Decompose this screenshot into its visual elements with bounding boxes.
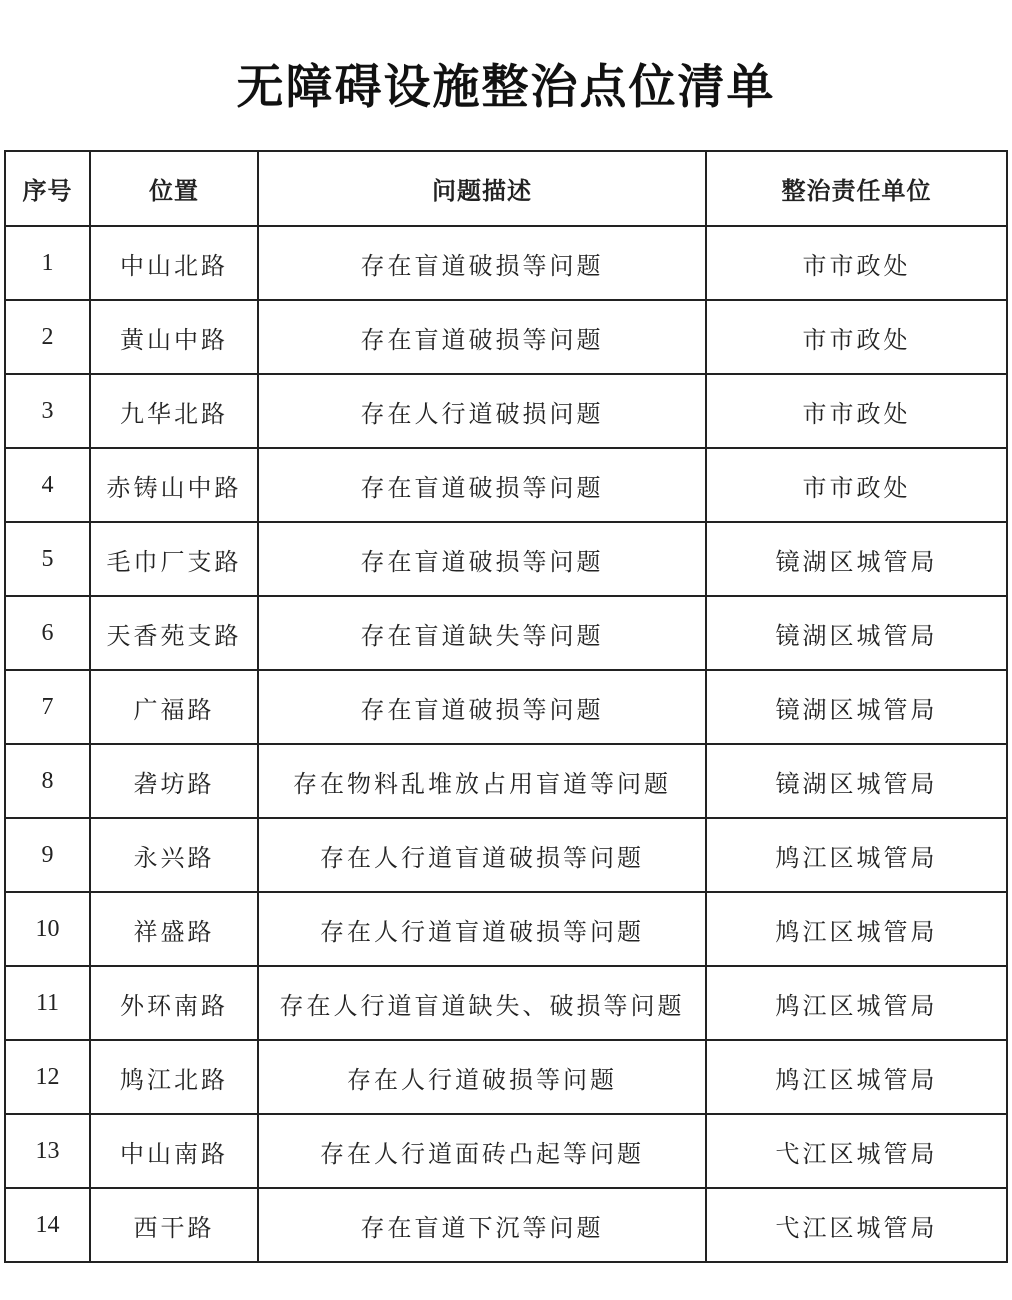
cell-index: 1 [5, 226, 90, 300]
cell-issue: 存在人行道盲道破损等问题 [258, 892, 706, 966]
cell-responsible-unit: 市市政处 [706, 448, 1007, 522]
table-row [5, 892, 1007, 966]
header-responsible-unit: 整治责任单位 [706, 151, 1007, 226]
cell-issue: 存在人行道盲道破损等问题 [258, 818, 706, 892]
cell-issue: 存在人行道破损问题 [258, 374, 706, 448]
cell-issue: 存在盲道下沉等问题 [258, 1188, 706, 1262]
table-row [5, 1114, 1007, 1188]
cell-responsible-unit: 弋江区城管局 [706, 1114, 1007, 1188]
table-row [5, 1040, 1007, 1114]
cell-index: 10 [5, 892, 90, 966]
cell-index: 12 [5, 1040, 90, 1114]
cell-responsible-unit: 市市政处 [706, 374, 1007, 448]
table-row [5, 744, 1007, 818]
cell-location: 赤铸山中路 [90, 448, 258, 522]
cell-index: 4 [5, 448, 90, 522]
cell-location: 黄山中路 [90, 300, 258, 374]
table-row [5, 226, 1007, 300]
cell-index: 3 [5, 374, 90, 448]
cell-index: 11 [5, 966, 90, 1040]
cell-location: 中山北路 [90, 226, 258, 300]
cell-responsible-unit: 市市政处 [706, 226, 1007, 300]
cell-issue: 存在盲道破损等问题 [258, 670, 706, 744]
table-row [5, 448, 1007, 522]
table-row [5, 374, 1007, 448]
cell-responsible-unit: 鸠江区城管局 [706, 818, 1007, 892]
cell-index: 7 [5, 670, 90, 744]
table-row [5, 522, 1007, 596]
cell-index: 8 [5, 744, 90, 818]
cell-location: 砻坊路 [90, 744, 258, 818]
cell-location: 九华北路 [90, 374, 258, 448]
table-row [5, 818, 1007, 892]
cell-issue: 存在盲道破损等问题 [258, 448, 706, 522]
cell-index: 5 [5, 522, 90, 596]
cell-location: 中山南路 [90, 1114, 258, 1188]
cell-location: 鸠江北路 [90, 1040, 258, 1114]
cell-index: 6 [5, 596, 90, 670]
cell-location: 永兴路 [90, 818, 258, 892]
table-row [5, 670, 1007, 744]
cell-responsible-unit: 鸠江区城管局 [706, 1040, 1007, 1114]
table-row [5, 966, 1007, 1040]
cell-responsible-unit: 镜湖区城管局 [706, 670, 1007, 744]
cell-location: 广福路 [90, 670, 258, 744]
cell-issue: 存在物料乱堆放占用盲道等问题 [258, 744, 706, 818]
cell-issue: 存在人行道破损等问题 [258, 1040, 706, 1114]
cell-issue: 存在盲道破损等问题 [258, 226, 706, 300]
cell-location: 外环南路 [90, 966, 258, 1040]
cell-issue: 存在盲道破损等问题 [258, 300, 706, 374]
header-location: 位置 [90, 151, 258, 226]
cell-responsible-unit: 镜湖区城管局 [706, 522, 1007, 596]
table-header-row [5, 151, 1007, 226]
cell-issue: 存在盲道破损等问题 [258, 522, 706, 596]
cell-responsible-unit: 市市政处 [706, 300, 1007, 374]
cell-issue: 存在盲道缺失等问题 [258, 596, 706, 670]
table-row [5, 596, 1007, 670]
cell-location: 毛巾厂支路 [90, 522, 258, 596]
header-issue: 问题描述 [258, 151, 706, 226]
table-row [5, 300, 1007, 374]
page-title: 无障碍设施整治点位清单 [236, 60, 776, 116]
cell-index: 14 [5, 1188, 90, 1262]
cell-location: 天香苑支路 [90, 596, 258, 670]
cell-index: 13 [5, 1114, 90, 1188]
cell-responsible-unit: 镜湖区城管局 [706, 744, 1007, 818]
cell-responsible-unit: 弋江区城管局 [706, 1188, 1007, 1262]
rectification-list-table [4, 150, 1008, 1263]
cell-responsible-unit: 镜湖区城管局 [706, 596, 1007, 670]
cell-location: 祥盛路 [90, 892, 258, 966]
cell-index: 2 [5, 300, 90, 374]
header-index: 序号 [5, 151, 90, 226]
cell-index: 9 [5, 818, 90, 892]
cell-issue: 存在人行道面砖凸起等问题 [258, 1114, 706, 1188]
cell-responsible-unit: 鸠江区城管局 [706, 966, 1007, 1040]
cell-location: 西干路 [90, 1188, 258, 1262]
cell-responsible-unit: 鸠江区城管局 [706, 892, 1007, 966]
table-row [5, 1188, 1007, 1262]
cell-issue: 存在人行道盲道缺失、破损等问题 [258, 966, 706, 1040]
